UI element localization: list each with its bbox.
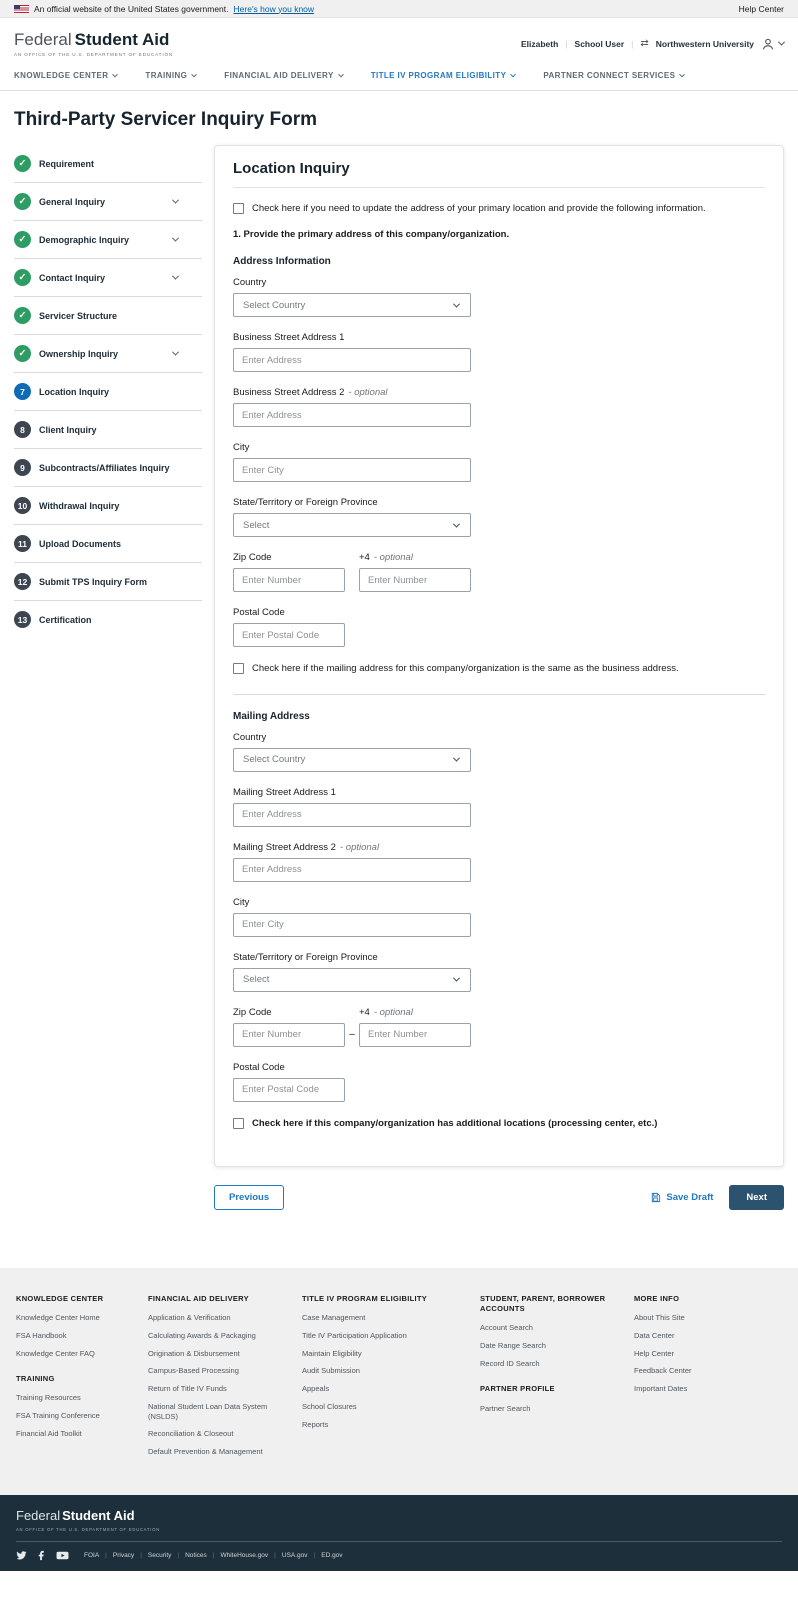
footer-link-case-management[interactable]: Case Management bbox=[302, 1313, 366, 1323]
business-address-heading: Address Information bbox=[233, 256, 331, 268]
mailing-address-heading: Mailing Address bbox=[233, 710, 310, 722]
nav-item-label: PARTNER CONNECT SERVICES bbox=[543, 71, 676, 80]
primary-nav bbox=[0, 65, 798, 91]
mailing-state-territory-or-foreign-province-select[interactable] bbox=[233, 968, 471, 992]
update-address-checkbox-label: Check here if you need to update the address of your primary location and provide the following information. bbox=[252, 203, 706, 214]
mailing-state-territory-or-foreign-province-field bbox=[233, 952, 765, 992]
footer-heading: STUDENT, PARENT, BORROWER ACCOUNTS bbox=[480, 1293, 606, 1314]
site-footer bbox=[0, 1268, 798, 1495]
step-label: Contact Inquiry bbox=[39, 272, 106, 283]
legal-link-security[interactable]: Security bbox=[147, 1551, 172, 1559]
chevron-down-icon bbox=[680, 71, 686, 77]
logo-student-aid-text: Student Aid bbox=[74, 30, 170, 49]
business-state-territory-or-foreign-province-field bbox=[233, 497, 765, 537]
person-icon bbox=[761, 37, 775, 51]
footer-heading: TRAINING bbox=[16, 1374, 55, 1384]
additional-locations-checkbox-label: Check here if this company/organization has additional locations (processing center, etc.) bbox=[252, 1117, 658, 1129]
footer-section-training bbox=[16, 1374, 122, 1438]
step-ownership-inquiry[interactable] bbox=[14, 335, 202, 373]
chevron-down-icon bbox=[338, 71, 344, 77]
footer-link-title-iv-participation-application[interactable]: Title IV Participation Application bbox=[302, 1330, 407, 1340]
footer-link-feedback-center[interactable]: Feedback Center bbox=[634, 1366, 692, 1376]
dark-footer bbox=[0, 1495, 798, 1571]
footer-fsa-logo bbox=[16, 1507, 782, 1532]
mailing-zip-code-input[interactable] bbox=[233, 1023, 345, 1047]
step-withdrawal-inquiry[interactable] bbox=[14, 487, 202, 525]
banner-how-you-know-link[interactable]: Here's how you know bbox=[233, 3, 315, 14]
footer-link-default-prevention-management[interactable]: Default Prevention & Management bbox=[148, 1447, 263, 1457]
page-title: Third-Party Servicer Inquiry Form bbox=[14, 109, 318, 130]
previous-button[interactable]: Previous bbox=[214, 1185, 284, 1210]
step-requirement[interactable] bbox=[14, 145, 202, 183]
same-as-business-checkbox[interactable] bbox=[233, 663, 244, 674]
mailing-mailing-street-address-2-field bbox=[233, 842, 765, 882]
field-label: Zip Code bbox=[233, 552, 272, 564]
chevron-down-icon bbox=[172, 349, 179, 356]
footer-section-knowledge-center bbox=[16, 1294, 122, 1358]
footer-link-appeals[interactable]: Appeals bbox=[302, 1384, 330, 1394]
chevron-down-icon bbox=[453, 520, 460, 527]
footer-link-fsa-handbook[interactable]: FSA Handbook bbox=[16, 1330, 67, 1340]
chevron-down-icon bbox=[453, 975, 460, 982]
footer-link-calculating-awards-packaging[interactable]: Calculating Awards & Packaging bbox=[148, 1330, 256, 1340]
update-address-checkbox-row bbox=[233, 202, 765, 215]
footer-section-financial-aid-delivery bbox=[148, 1294, 276, 1457]
mailing-zip-plus4-input[interactable] bbox=[359, 1023, 471, 1047]
save-icon bbox=[650, 1192, 661, 1203]
separator: | bbox=[274, 1551, 276, 1559]
step-label: Ownership Inquiry bbox=[39, 348, 119, 359]
main-column bbox=[214, 145, 784, 1210]
nav-item-partner-connect-services[interactable] bbox=[543, 71, 684, 80]
step-general-inquiry[interactable] bbox=[14, 183, 202, 221]
chevron-down-icon bbox=[172, 197, 179, 204]
actions-row bbox=[214, 1185, 784, 1210]
mailing-country-select[interactable] bbox=[233, 748, 471, 772]
footer-heading: KNOWLEDGE CENTER bbox=[16, 1293, 104, 1303]
user-name: Elizabeth bbox=[521, 38, 559, 49]
field-label: State/Territory or Foreign Province bbox=[233, 497, 378, 509]
separator: | bbox=[565, 38, 568, 49]
footer-heading: PARTNER PROFILE bbox=[480, 1384, 555, 1394]
chevron-down-icon bbox=[113, 71, 119, 77]
footer-column bbox=[634, 1294, 740, 1402]
footer-link-training-resources[interactable]: Training Resources bbox=[16, 1393, 81, 1403]
mailing-mailing-street-address-1-field bbox=[233, 787, 765, 827]
legal-link-whitehouse-gov[interactable]: WhiteHouse.gov bbox=[220, 1551, 269, 1559]
business-zip-code-input[interactable] bbox=[233, 568, 345, 592]
step-subcontracts-affiliates-inquiry[interactable] bbox=[14, 449, 202, 487]
step-number-badge: 12 bbox=[14, 573, 31, 590]
footer-logo-tagline: AN OFFICE OF THE U.S. DEPARTMENT OF EDUCATION bbox=[16, 1526, 160, 1532]
chevron-down-icon bbox=[511, 71, 517, 77]
field-label: Postal Code bbox=[233, 607, 285, 619]
field-label: City bbox=[233, 896, 250, 908]
footer-link-data-center[interactable]: Data Center bbox=[634, 1330, 675, 1340]
legal-link-foia[interactable]: FOIA bbox=[84, 1551, 100, 1559]
legal-link-usa-gov[interactable]: USA.gov bbox=[281, 1551, 308, 1559]
legal-link-privacy[interactable]: Privacy bbox=[112, 1551, 135, 1559]
footer-logo-student-aid-text: Student Aid bbox=[62, 1507, 135, 1523]
footer-section-title-iv-program-eligibility bbox=[302, 1294, 454, 1429]
step-complete-check-icon: ✓ bbox=[14, 155, 31, 172]
form-card bbox=[214, 145, 784, 1167]
footer-link-partner-search[interactable]: Partner Search bbox=[480, 1403, 531, 1413]
content-area bbox=[0, 145, 798, 1210]
additional-locations-checkbox[interactable] bbox=[233, 1118, 244, 1129]
banner-text: An official website of the United States government. bbox=[34, 3, 229, 14]
footer-column bbox=[480, 1294, 608, 1421]
field-label: Country bbox=[233, 731, 267, 743]
business-business-street-address-1-input[interactable] bbox=[233, 348, 471, 372]
step-label: Demographic Inquiry bbox=[39, 234, 130, 245]
business-postal-code-input[interactable] bbox=[233, 623, 345, 647]
mailing-address-fields bbox=[233, 732, 765, 1102]
business-address-fields bbox=[233, 277, 765, 647]
step-location-inquiry[interactable] bbox=[14, 373, 202, 411]
step-complete-check-icon: ✓ bbox=[14, 269, 31, 286]
select-placeholder: Select Country bbox=[243, 299, 306, 311]
mailing-postal-code-input[interactable] bbox=[233, 1078, 345, 1102]
nav-item-label: TRAINING bbox=[145, 71, 188, 80]
step-complete-check-icon: ✓ bbox=[14, 231, 31, 248]
youtube-icon[interactable] bbox=[56, 1550, 69, 1561]
step-certification[interactable] bbox=[14, 601, 202, 638]
step-contact-inquiry[interactable] bbox=[14, 259, 202, 297]
chevron-down-icon bbox=[778, 39, 785, 46]
business-state-territory-or-foreign-province-select[interactable] bbox=[233, 513, 471, 537]
footer-heading: MORE INFO bbox=[634, 1293, 680, 1303]
mailing-postal-code-field bbox=[233, 1062, 765, 1102]
business-business-street-address-2-input[interactable] bbox=[233, 403, 471, 427]
additional-locations-checkbox-row bbox=[233, 1117, 765, 1130]
footer-link-national-student-loan-data-system-nslds[interactable]: National Student Loan Data System (NSLDS) bbox=[148, 1401, 268, 1421]
nav-item-knowledge-center[interactable] bbox=[14, 71, 117, 80]
step-number-badge: 7 bbox=[14, 383, 31, 400]
mailing-zip-row bbox=[233, 1007, 765, 1047]
footer-column bbox=[148, 1294, 276, 1465]
fsa-logo bbox=[14, 30, 173, 57]
question-1: 1. Provide the primary address of this company/organization. bbox=[233, 229, 510, 241]
save-draft-button[interactable] bbox=[650, 1192, 713, 1203]
step-label: Certification bbox=[39, 614, 92, 625]
footer-link-audit-submission[interactable]: Audit Submission bbox=[302, 1366, 360, 1376]
step-client-inquiry[interactable] bbox=[14, 411, 202, 449]
footer-section-more-info bbox=[634, 1294, 740, 1394]
step-label: Subcontracts/Affiliates Inquiry bbox=[39, 462, 170, 473]
zip-dash: – bbox=[349, 1028, 355, 1040]
same-as-business-checkbox-label: Check here if the mailing address for this company/organization is the same as the business address. bbox=[252, 663, 679, 675]
us-flag-icon bbox=[14, 5, 29, 13]
field-label: +4 bbox=[359, 552, 370, 564]
footer-section-partner-profile bbox=[480, 1384, 608, 1413]
update-address-checkbox[interactable] bbox=[233, 203, 244, 214]
optional-hint: - optional bbox=[348, 387, 388, 399]
footer-link-application-verification[interactable]: Application & Verification bbox=[148, 1313, 231, 1323]
step-label: General Inquiry bbox=[39, 196, 106, 207]
logo-federal-text: Federal bbox=[14, 30, 72, 49]
footer-link-date-range-search[interactable]: Date Range Search bbox=[480, 1340, 546, 1350]
chevron-down-icon bbox=[191, 71, 197, 77]
stepper bbox=[14, 145, 202, 638]
nav-item-financial-aid-delivery[interactable] bbox=[224, 71, 342, 80]
mailing-mailing-street-address-2-input[interactable] bbox=[233, 858, 471, 882]
nav-item-label: TITLE IV PROGRAM ELIGIBILITY bbox=[370, 71, 507, 80]
legal-links bbox=[84, 1552, 343, 1559]
next-button[interactable]: Next bbox=[729, 1185, 784, 1210]
step-complete-check-icon: ✓ bbox=[14, 345, 31, 362]
step-label: Withdrawal Inquiry bbox=[39, 500, 120, 511]
separator: | bbox=[212, 1551, 215, 1559]
field-label: Mailing Street Address 1 bbox=[233, 786, 336, 798]
zip-dash bbox=[345, 585, 359, 592]
step-servicer-structure[interactable] bbox=[14, 297, 202, 335]
mailing-city-field bbox=[233, 897, 765, 937]
separator: | bbox=[313, 1551, 316, 1559]
footer-link-knowledge-center-faq[interactable]: Knowledge Center FAQ bbox=[16, 1348, 95, 1358]
step-complete-check-icon: ✓ bbox=[14, 307, 31, 324]
footer-link-origination-disbursement[interactable]: Origination & Disbursement bbox=[148, 1348, 240, 1358]
footer-logo-federal-text: Federal bbox=[16, 1507, 61, 1523]
mailing-mailing-street-address-1-input[interactable] bbox=[233, 803, 471, 827]
field-label: Mailing Street Address 2 bbox=[233, 841, 336, 853]
step-number-badge: 13 bbox=[14, 611, 31, 628]
footer-section-student-parent-borrower-accounts bbox=[480, 1294, 608, 1369]
footer-link-knowledge-center-home[interactable]: Knowledge Center Home bbox=[16, 1313, 100, 1323]
business-city-field bbox=[233, 442, 765, 482]
field-label: Business Street Address 1 bbox=[233, 332, 345, 344]
user-organization: Northwestern University bbox=[655, 38, 754, 49]
facebook-icon[interactable] bbox=[36, 1550, 47, 1561]
footer-link-school-closures[interactable]: School Closures bbox=[302, 1401, 357, 1411]
switch-organization-icon[interactable]: ⇄ bbox=[640, 38, 649, 49]
field-label: State/Territory or Foreign Province bbox=[233, 951, 378, 963]
optional-hint: - optional bbox=[373, 552, 413, 564]
nav-item-training[interactable] bbox=[145, 71, 196, 80]
footer-link-record-id-search[interactable]: Record ID Search bbox=[480, 1358, 540, 1368]
select-placeholder: Select bbox=[243, 519, 270, 531]
footer-link-fsa-training-conference[interactable]: FSA Training Conference bbox=[16, 1411, 100, 1421]
site-header bbox=[0, 18, 798, 65]
mailing-city-input[interactable] bbox=[233, 913, 471, 937]
legal-link-notices[interactable]: Notices bbox=[185, 1551, 207, 1559]
step-number-badge: 11 bbox=[14, 535, 31, 552]
field-label: Business Street Address 2 bbox=[233, 387, 345, 399]
chevron-down-icon bbox=[172, 273, 179, 280]
logo-tagline: AN OFFICE OF THE U.S. DEPARTMENT OF EDUCATION bbox=[14, 52, 174, 57]
business-business-street-address-2-field bbox=[233, 387, 765, 427]
help-center-link[interactable]: Help Center bbox=[738, 3, 784, 14]
step-complete-check-icon: ✓ bbox=[14, 193, 31, 210]
nav-item-label: KNOWLEDGE CENTER bbox=[14, 71, 109, 80]
business-city-input[interactable] bbox=[233, 458, 471, 482]
separator: | bbox=[105, 1551, 107, 1559]
footer-link-about-this-site[interactable]: About This Site bbox=[634, 1313, 685, 1323]
footer-link-campus-based-processing[interactable]: Campus-Based Processing bbox=[148, 1366, 239, 1376]
field-label: +4 bbox=[359, 1006, 370, 1018]
step-number-badge: 10 bbox=[14, 497, 31, 514]
mailing-country-field bbox=[233, 732, 765, 772]
footer-link-reports[interactable]: Reports bbox=[302, 1419, 329, 1429]
save-draft-label: Save Draft bbox=[666, 1191, 714, 1203]
footer-divider bbox=[16, 1541, 782, 1542]
field-label: City bbox=[233, 442, 250, 454]
step-label: Location Inquiry bbox=[39, 386, 110, 397]
step-demographic-inquiry[interactable] bbox=[14, 221, 202, 259]
nav-item-label: FINANCIAL AID DELIVERY bbox=[224, 71, 334, 80]
field-label: Postal Code bbox=[233, 1061, 285, 1073]
optional-hint: - optional bbox=[373, 1006, 413, 1018]
footer-bottom-row bbox=[16, 1550, 782, 1561]
footer-link-maintain-eligibility[interactable]: Maintain Eligibility bbox=[302, 1348, 362, 1358]
account-menu-button[interactable] bbox=[761, 37, 784, 51]
chevron-down-icon bbox=[453, 300, 460, 307]
separator: | bbox=[177, 1551, 180, 1559]
footer-link-account-search[interactable]: Account Search bbox=[480, 1323, 533, 1333]
select-placeholder: Select Country bbox=[243, 754, 306, 766]
step-upload-documents[interactable] bbox=[14, 525, 202, 563]
twitter-icon[interactable] bbox=[16, 1550, 27, 1561]
footer-heading: FINANCIAL AID DELIVERY bbox=[148, 1293, 249, 1303]
user-area bbox=[521, 37, 784, 51]
footer-heading: TITLE IV PROGRAM ELIGIBILITY bbox=[302, 1293, 428, 1303]
business-business-street-address-1-field bbox=[233, 332, 765, 372]
separator: | bbox=[140, 1551, 142, 1559]
footer-column bbox=[16, 1294, 122, 1447]
footer-link-reconciliation-closeout[interactable]: Reconciliation & Closeout bbox=[148, 1429, 234, 1439]
separator: | bbox=[631, 38, 634, 49]
nav-item-title-iv-program-eligibility[interactable] bbox=[371, 71, 516, 80]
gov-banner bbox=[0, 0, 798, 18]
step-number-badge: 9 bbox=[14, 459, 31, 476]
chevron-down-icon bbox=[453, 755, 460, 762]
business-postal-code-field bbox=[233, 607, 765, 647]
business-zip-plus4-input[interactable] bbox=[359, 568, 471, 592]
footer-link-important-dates[interactable]: Important Dates bbox=[634, 1384, 688, 1394]
footer-column bbox=[302, 1294, 454, 1437]
footer-link-return-of-title-iv-funds[interactable]: Return of Title IV Funds bbox=[148, 1384, 227, 1394]
same-as-business-checkbox-row bbox=[233, 662, 765, 675]
footer-link-help-center[interactable]: Help Center bbox=[634, 1348, 675, 1358]
step-label: Client Inquiry bbox=[39, 424, 97, 435]
step-label: Servicer Structure bbox=[39, 310, 118, 321]
user-role: School User bbox=[574, 38, 625, 49]
optional-hint: - optional bbox=[339, 841, 380, 853]
form-section-title: Location Inquiry bbox=[233, 160, 765, 188]
step-label: Submit TPS Inquiry Form bbox=[39, 576, 148, 587]
step-label: Upload Documents bbox=[39, 538, 122, 549]
business-country-select[interactable] bbox=[233, 293, 471, 317]
section-divider bbox=[233, 694, 765, 695]
footer-link-financial-aid-toolkit[interactable]: Financial Aid Toolkit bbox=[16, 1428, 82, 1438]
business-zip-row bbox=[233, 552, 765, 592]
step-submit-tps-inquiry-form[interactable] bbox=[14, 563, 202, 601]
step-label: Requirement bbox=[39, 158, 95, 169]
legal-link-ed-gov[interactable]: ED.gov bbox=[321, 1551, 343, 1559]
field-label: Country bbox=[233, 277, 267, 289]
select-placeholder: Select bbox=[243, 974, 270, 986]
field-label: Zip Code bbox=[233, 1006, 272, 1018]
step-number-badge: 8 bbox=[14, 421, 31, 438]
chevron-down-icon bbox=[172, 235, 179, 242]
business-country-field bbox=[233, 277, 765, 317]
